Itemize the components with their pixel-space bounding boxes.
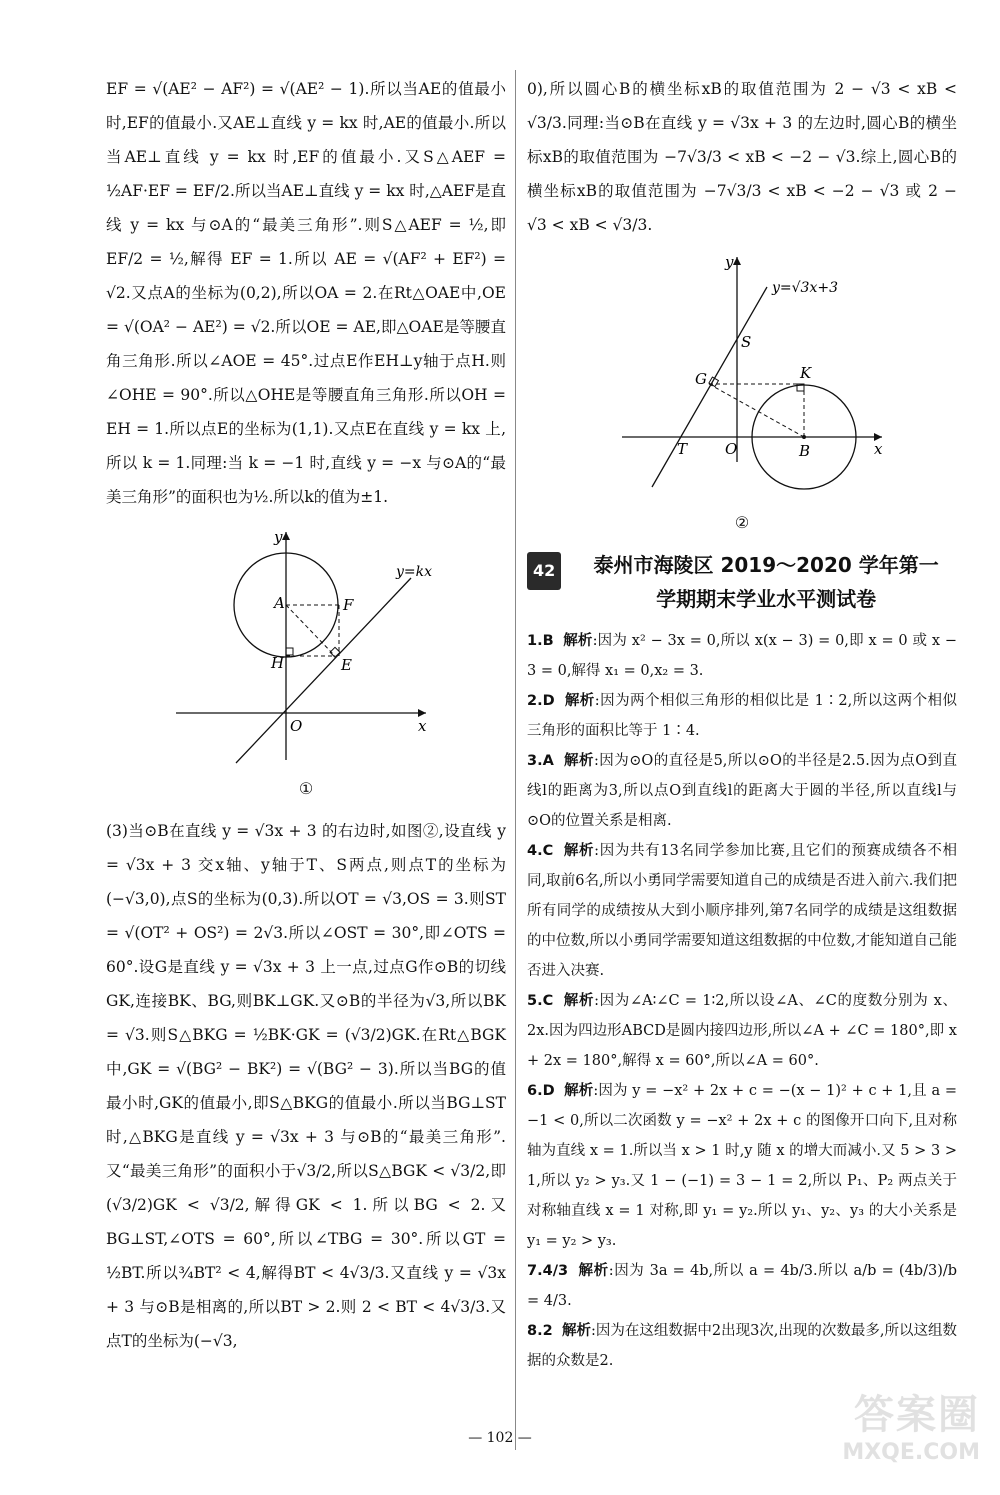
answer-item: 5.C 解析:因为∠A∶∠C = 1∶2,所以设∠A、∠C的度数分别为 x、2x.因为四边形ABCD是圆内接四边形,所以∠A + ∠C = 180°,即 x + 2x = 180°,解得 x = 60°,所以∠A = 60°. xyxy=(527,993,958,1069)
watermark-url: MXQE.COM xyxy=(842,1440,980,1465)
fig1-point-O: O xyxy=(290,717,303,735)
fig1-point-H: H xyxy=(271,654,285,672)
watermark xyxy=(842,1383,980,1465)
answer-item: 6.D 解析:因为 y = −x² + 2x + c = −(x − 1)² + c + 1,且 a = −1 < 0,所以二次函数 y = −x² + 2x + c 的图像开口向下,且对称轴为直线 x = 1.所以当 x > 1 时,y 随 x 的增大而减小.又 5 > 3 > 1,所以 y₂ > y₃.又 1 − (−1) = 3 − 1 = 2,所以 P₁、P₂ 两点关于对称轴直线 x = 1 对称,即 y₁ = y₂.所以 y₁、y₂、y₃ 的大小关系是 y₁ = y₂ > y₃. xyxy=(527,1083,957,1249)
fig1-line-label: y=kx xyxy=(396,564,433,580)
figure-2-diagram xyxy=(527,252,957,502)
figure-1 xyxy=(106,528,506,768)
answer-list xyxy=(527,626,957,1376)
solution-paragraph: EF = √(AE² − AF²) = √(AE² − 1).所以当AE的值最小时,EF的值最小.又AE⊥直线 y = kx 时,AE的值最小.所以当AE⊥直线 y = kx 时,EF的值最小.又S△AEF = ½AF·EF = EF/2.所以当AE⊥直线 y = kx 时,△AEF是直线 y = kx 与⊙A的“最美三角形”.则S△AEF = ½,即 EF/2 = ½,解得 EF = 1.所以 AE = √(AF² + EF²) = √2.又点A的坐标为(0,2),所以OA = 2.在Rt△OAE中,OE = √(OA² − AE²) = √2.所以OE = AE,即△OAE是等腰直角三角形.所以∠AOE = 45°.过点E作EH⊥y轴于点H.则∠OHE = 90°.所以△OHE是等腰直角三角形.所以OH = EH = 1.所以点E的坐标为(1,1).又点E在直线 y = kx 上,所以 k = 1.同理:当 k = −1 时,直线 y = −x 与⊙A的“最美三角形”的面积也为½.所以k的值为±1. xyxy=(106,80,506,506)
answer-item: 8.2 解析:因为在这组数据中2出现3次,出现的次数最多,所以这组数据的众数是2. xyxy=(527,1323,958,1369)
fig2-point-G: G xyxy=(695,370,707,388)
answer-item: 2.D 解析:因为两个相似三角形的相似比是 1∶2,所以这两个相似三角形的面积比等于 1∶4. xyxy=(527,693,958,739)
fig1-axis-x: x xyxy=(418,717,427,735)
answer-item: 7.4/3 解析:因为 3a = 4b,所以 a = 4b/3.所以 a/b = (4b/3)/b = 4/3. xyxy=(527,1263,958,1309)
answer-item: 3.A 解析:因为⊙O的直径是5,所以⊙O的半径是2.5.因为点O到直线l的距离为3,所以点O到直线l的距离大于圆的半径,所以直线l与⊙O的位置关系是相离. xyxy=(527,753,958,829)
fig2-axis-x: x xyxy=(874,440,883,458)
fig2-point-B: B xyxy=(799,442,811,460)
fig2-line-label: y=√3x+3 xyxy=(772,280,839,296)
answer-item: 1.B 解析:因为 x² − 3x = 0,所以 x(x − 3) = 0,即 x = 0 或 x − 3 = 0,解得 x₁ = 0,x₂ = 3. xyxy=(527,633,958,679)
figure-1-diagram xyxy=(106,528,506,768)
fig2-point-S: S xyxy=(741,333,752,351)
fig1-point-E: E xyxy=(341,656,352,674)
section-number: 42 xyxy=(527,552,561,590)
figure-2 xyxy=(527,252,957,502)
section-title-line2: 学期期末学业水平测试卷 xyxy=(656,587,877,611)
section-title-line1: 泰州市海陵区 2019～2020 学年第一 xyxy=(593,553,939,577)
figure-1-label: ① xyxy=(298,779,314,798)
fig2-point-K: K xyxy=(800,364,812,382)
fig1-point-A: A xyxy=(274,594,285,612)
fig2-point-O: O xyxy=(725,440,738,458)
fig1-point-F: F xyxy=(343,596,354,614)
section-header xyxy=(527,548,957,616)
solution-paragraph: 0),所以圆心B的横坐标xB的取值范围为 2 − √3 < xB < √3/3.同理:当⊙B在直线 y = √3x + 3 的左边时,圆心B的横坐标xB的取值范围为 −7√3/3 < xB < −2 − √3.综上,圆心B的横坐标xB的取值范围为 −7√3/3 < xB < −2 − √3 或 2 − √3 < xB < √3/3. xyxy=(527,80,957,234)
right-column xyxy=(527,72,957,1376)
answer-item: 4.C 解析:因为共有13名同学参加比赛,且它们的预赛成绩各不相同,取前6名,所以小勇同学需要知道自己的成绩是否进入前六.我们把所有同学的成绩按从大到小顺序排列,第7名同学的成绩是这组数据的中位数,所以小勇同学需要知道这组数据的中位数,才能知道自己能否进入决赛. xyxy=(527,843,957,979)
left-column xyxy=(106,72,506,1358)
fig2-point-T: T xyxy=(677,440,688,458)
section-title xyxy=(575,548,957,616)
fig1-axis-y: y xyxy=(274,528,283,546)
fig2-axis-y: y xyxy=(725,253,734,271)
column-divider xyxy=(515,70,516,1450)
figure-2-label: ② xyxy=(734,513,750,532)
page-number: — 102 — xyxy=(468,1430,532,1446)
solution-paragraph: (3)当⊙B在直线 y = √3x + 3 的右边时,如图②,设直线 y = √3x + 3 交x轴、y轴于T、S两点,则点T的坐标为(−√3,0),点S的坐标为(0,3).所以OT = √3,OS = 3.则ST = √(OT² + OS²) = 2√3.所以∠OST = 30°,即∠OTS = 60°.设G是直线 y = √3x + 3 上一点,过点G作⊙B的切线GK,连接BK、BG,则BK⊥GK.又⊙B的半径为√3,所以BK = √3.则S△BKG = ½BK·GK = (√3/2)GK.在Rt△BGK中,GK = √(BG² − BK²) = √(BG² − 3).所以当BG的值最小时,GK的值最小,即S△BKG的值最小.所以当BG⊥ST时,△BKG是直线 y = √3x + 3 与⊙B的“最美三角形”.又“最美三角形”的面积小于√3/2,所以S△BGK < √3/2,即(√3/2)GK < √3/2,解得GK < 1.所以BG < 2.又BG⊥ST,∠OTS = 60°,所以∠TBG = 30°.所以GT = ½BT.所以¾BT² < 4,解得BT < 4√3/3.又直线 y = √3x + 3 与⊙B是相离的,所以BT > 2.则 2 < BT < 4√3/3.又点T的坐标为(−√3, xyxy=(106,822,506,1350)
watermark-logo: 答案圈 xyxy=(854,1392,980,1438)
